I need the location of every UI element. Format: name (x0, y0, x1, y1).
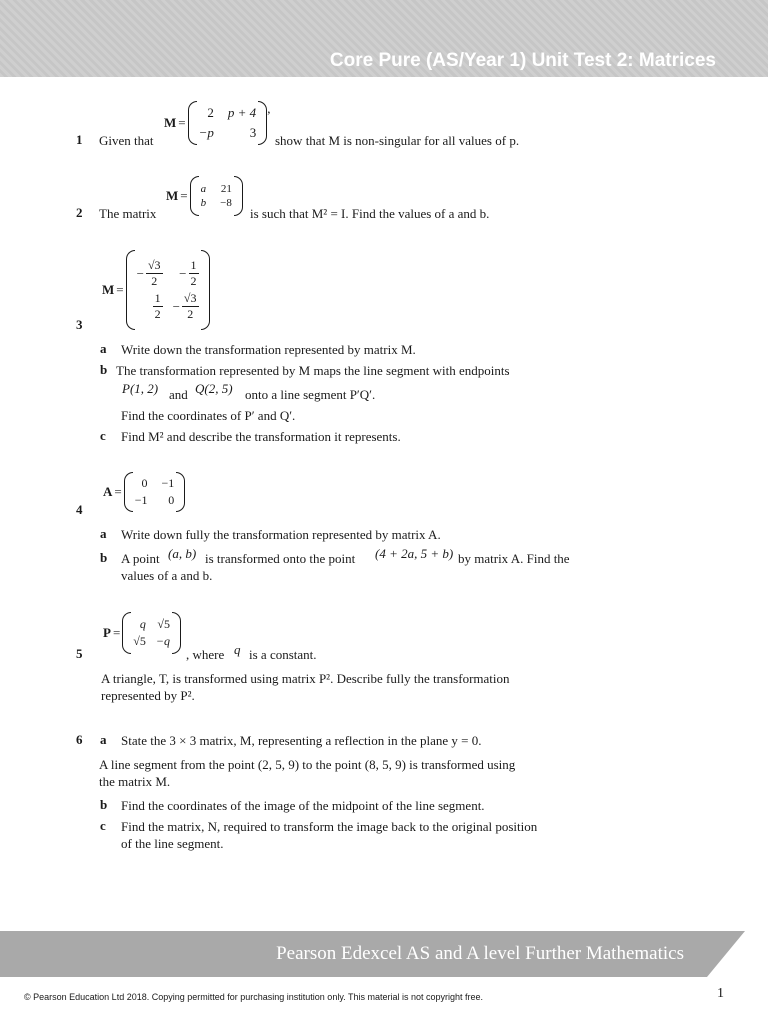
question-5-line-1: A triangle, T, is transformed using matrix P². Describe fully the transformation (101, 671, 510, 686)
matrix-cell: b (200, 197, 207, 209)
page-header (0, 0, 768, 77)
question-4-matrix: A = 0 −1 −1 0 (103, 472, 185, 512)
question-3-matrix: M = − $\frac{√3}{2}$ − $\frac{1}{2}$ $\frac{1}{2}$ − $\frac{√3}{2}$ (102, 250, 210, 330)
matrix-cell: −8 (220, 197, 232, 209)
question-3a-label: a (100, 341, 107, 356)
matrix-name: M (166, 188, 179, 203)
matrix-cell: q (139, 617, 146, 631)
question-6b-text: Find the coordinates of the image of the midpoint of the line segment. (121, 798, 485, 813)
question-5-matrix: P = q √5 √5 −q (103, 612, 181, 654)
matrix-cell: √5 (157, 617, 170, 631)
matrix-name: A (103, 484, 113, 499)
question-4b-text1: A point (121, 551, 160, 566)
page-number: 1 (717, 986, 724, 1001)
question-6c-text-2: of the line segment. (121, 836, 224, 851)
question-3b-onto: onto a line segment P′Q′. (245, 387, 376, 402)
matrix-cell: −p (198, 125, 214, 140)
matrix-name: M (164, 115, 177, 130)
question-5-line-2: represented by P². (101, 688, 195, 703)
matrix-cell: p + 4 (227, 105, 257, 120)
question-2-text: is such that M² = I. Find the values of a and b. (250, 206, 490, 221)
question-6c-text-1: Find the matrix, N, required to transform the image back to the original position (121, 819, 538, 834)
question-4b-text2: is transformed onto the point (205, 551, 356, 566)
matrix-cell: − $\frac{√3}{2}$ (136, 258, 161, 288)
matrix-cell: −1 (161, 476, 175, 490)
matrix-cell: $\frac{1}{2}$ (154, 291, 161, 321)
footer-title: Pearson Edexcel AS and A level Further Mathematics (276, 943, 684, 964)
matrix-cell: a (200, 183, 207, 195)
matrix-cell: 21 (220, 183, 232, 195)
question-4b-label: b (100, 550, 108, 565)
question-6-stem-line-1: A line segment from the point (2, 5, 9) to the point (8, 5, 9) is transformed using (99, 757, 516, 772)
question-6a-text: State the 3 × 3 matrix, M, representing a reflection in the plane y = 0. (121, 733, 482, 748)
question-3b-and: and (169, 387, 188, 402)
matrix-cell: 3 (249, 125, 257, 140)
question-4-number: 4 (76, 502, 83, 517)
question-3c-text: Find M² and describe the transformation it represents. (121, 429, 401, 444)
question-3b-point-p: P(1, 2) (122, 381, 159, 396)
question-4b-text4: values of a and b. (121, 568, 213, 583)
question-4a-text: Write down fully the transformation represented by matrix A. (121, 527, 441, 542)
matrix-cell: −1 (134, 493, 148, 507)
question-6a-label: a (100, 732, 107, 747)
question-4b-text3: by matrix A. Find the (458, 551, 570, 566)
header-title: Core Pure (AS/Year 1) Unit Test 2: Matrices (329, 50, 716, 71)
question-3b-text: The transformation represented by M maps the line segment with endpoints (116, 363, 510, 378)
question-4b-point: (a, b) (168, 546, 197, 561)
question-2-intro: The matrix (99, 206, 157, 221)
matrix-cell: −q (155, 634, 170, 648)
copyright-notice: © Pearson Education Ltd 2018. Copying permitted for purchasing institution only. This material is not copyright free. (24, 992, 484, 1002)
question-2-number: 2 (76, 205, 83, 220)
question-3b-label: b (100, 362, 108, 377)
question-5-q-variable: q (234, 642, 241, 657)
question-1-matrix: M = 2 p + 4 −p 3 , (164, 101, 270, 145)
question-4a-label: a (100, 526, 107, 541)
question-3a-text: Write down the transformation represented by matrix M. (121, 342, 416, 357)
question-1-number: 1 (76, 132, 83, 147)
question-6c-label: c (100, 818, 106, 833)
question-1-intro: Given that (99, 133, 154, 148)
question-6-number: 6 (76, 732, 83, 747)
matrix-cell: 2 (207, 105, 214, 120)
question-1-text: show that M is non-singular for all values of p. (275, 133, 520, 148)
matrix-name: P (103, 625, 111, 640)
matrix-cell: √5 (133, 634, 146, 648)
question-2-matrix: M = a 21 b −8 (166, 176, 243, 216)
matrix-cell: 0 (141, 476, 148, 490)
question-5-constant: is a constant. (249, 647, 317, 662)
matrix-cell: − $\frac{√3}{2}$ (172, 291, 197, 321)
question-3b-point-q: Q(2, 5) (195, 381, 233, 396)
matrix-cell: 0 (168, 493, 175, 507)
question-4b-image: (4 + 2a, 5 + b) (375, 546, 454, 561)
question-3b-find: Find the coordinates of P′ and Q′. (121, 408, 296, 423)
question-6-stem-line-2: the matrix M. (99, 774, 171, 789)
question-5-number: 5 (76, 646, 83, 661)
matrix-cell: − $\frac{1}{2}$ (179, 258, 197, 288)
question-3c-label: c (100, 428, 106, 443)
question-6b-label: b (100, 797, 108, 812)
question-5-where: , where (186, 647, 225, 662)
question-3-number: 3 (76, 317, 83, 332)
matrix-name: M (102, 282, 115, 297)
